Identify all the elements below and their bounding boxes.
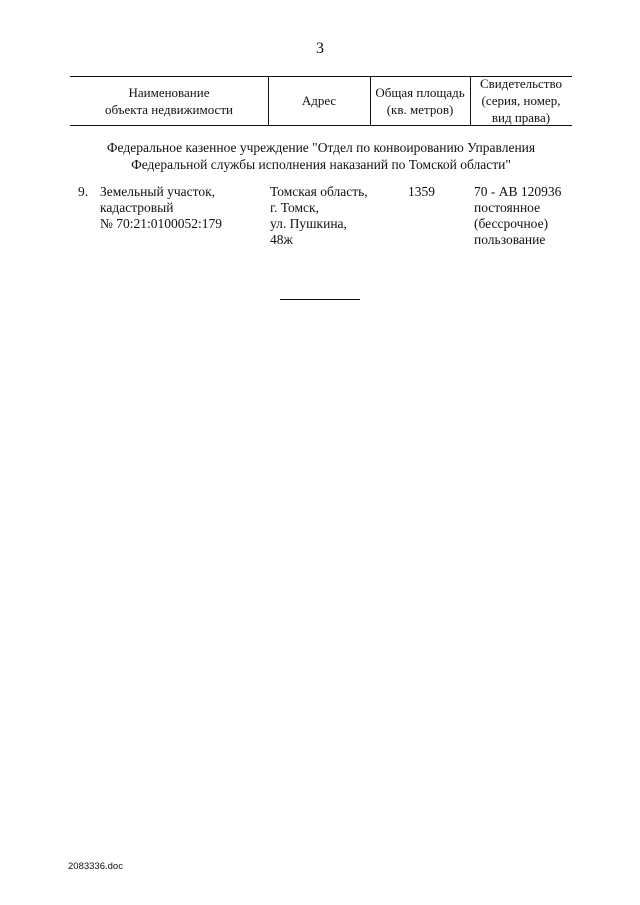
file-reference: 2083336.doc <box>68 861 123 872</box>
organization-line: Федеральное казенное учреждение "Отдел по конвоированию Управления <box>106 140 536 155</box>
end-of-text-rule <box>280 299 360 300</box>
row-name <box>100 184 222 232</box>
row-certificate-line: (бессрочное) <box>474 216 549 231</box>
row-address <box>270 184 368 248</box>
header-certificate-line: вид права) <box>491 110 551 125</box>
header-certificate-line: (серия, номер, <box>481 93 561 108</box>
row-name-line: кадастровый <box>100 200 174 215</box>
page-number: 3 <box>316 40 324 57</box>
header-area-line: (кв. метров) <box>386 101 454 117</box>
row-area: 1359 <box>408 184 435 199</box>
row-name-line: Земельный участок, <box>100 184 216 199</box>
row-address-line: Томская область, <box>270 184 368 199</box>
row-address-line: г. Томск, <box>270 200 319 215</box>
header-certificate <box>470 78 572 123</box>
header-area <box>370 78 470 123</box>
row-certificate-line: 70 - АВ 120936 <box>474 184 562 199</box>
header-name-line: Наименование <box>128 84 210 100</box>
header-certificate-line: Свидетельство <box>479 76 563 91</box>
header-name <box>70 78 268 123</box>
header-address-line: Адрес <box>301 93 337 108</box>
row-certificate <box>474 184 561 248</box>
organization-line: Федеральной службы исполнения наказаний по Томской области" <box>131 157 511 172</box>
row-certificate-line: постоянное <box>474 200 541 215</box>
row-address-line: 48ж <box>270 232 293 247</box>
row-certificate-line: пользование <box>474 232 546 247</box>
row-address-line: ул. Пушкина, <box>270 216 347 231</box>
header-name-line: объекта недвижимости <box>105 101 233 117</box>
organization-heading <box>70 139 572 173</box>
row-name-line: № 70:21:0100052:179 <box>100 216 223 231</box>
row-number: 9. <box>78 184 89 199</box>
header-address <box>268 78 370 123</box>
header-area-line: Общая площадь <box>375 84 465 100</box>
